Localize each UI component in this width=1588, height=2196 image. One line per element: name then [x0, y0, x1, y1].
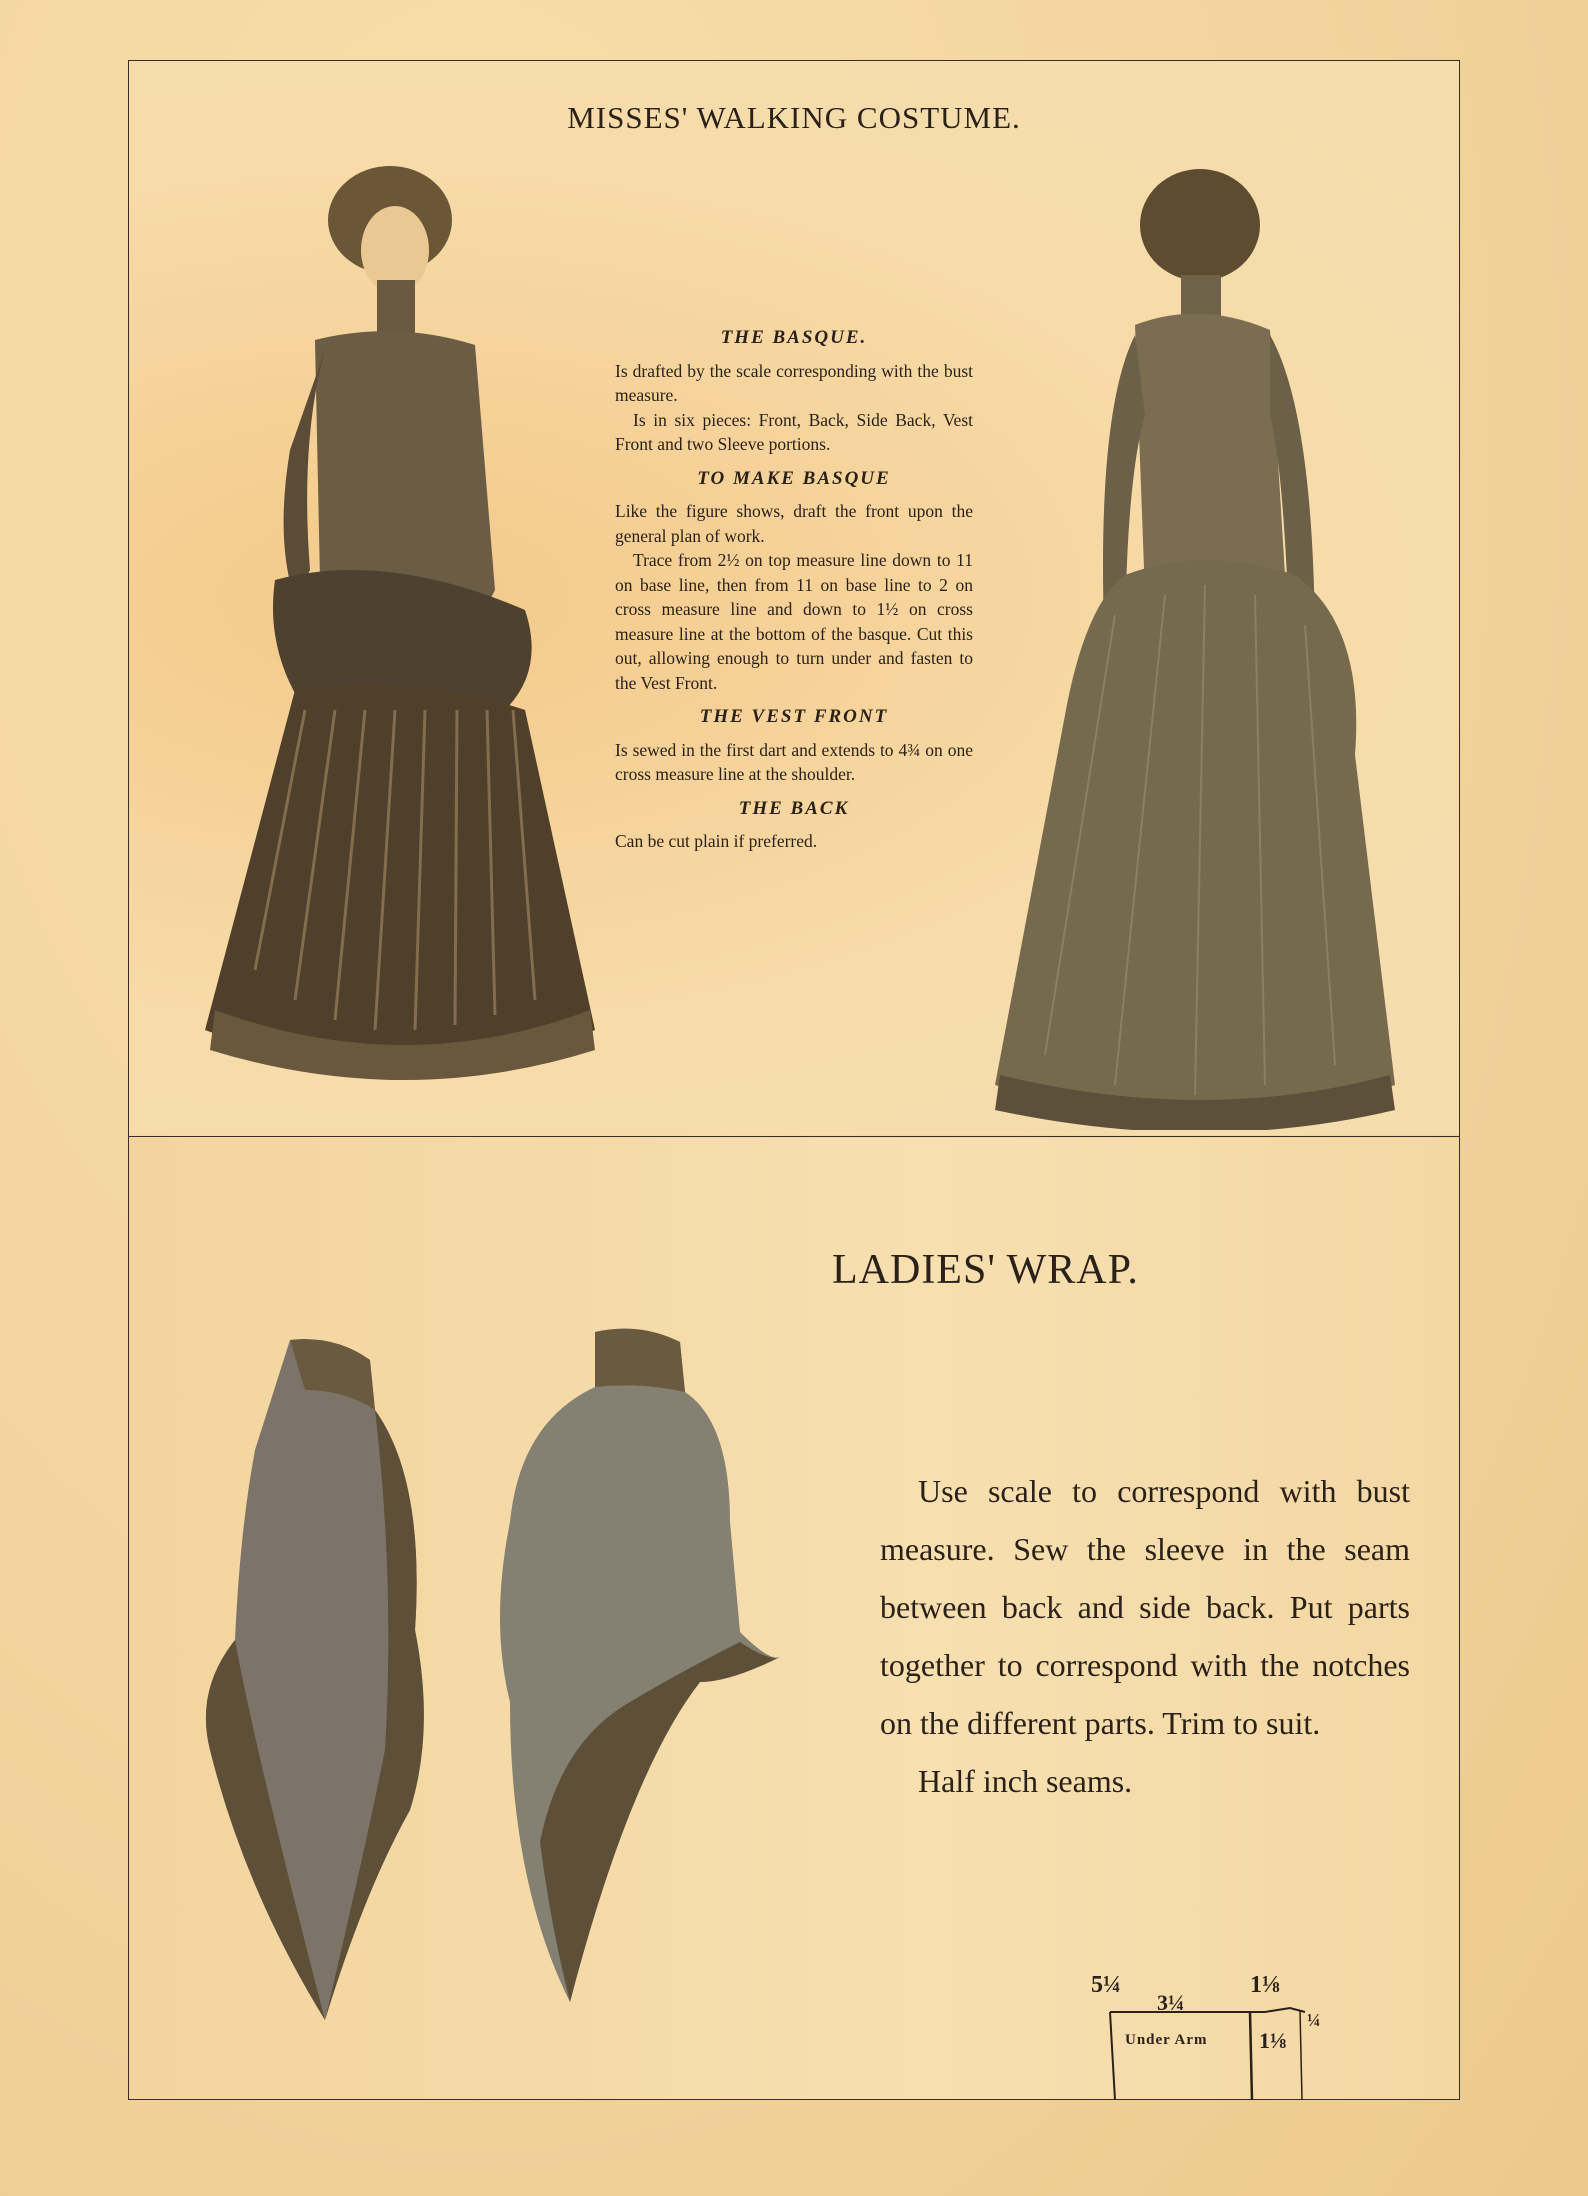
basque-instructions-column — [615, 326, 973, 864]
section-heading-to-make-basque: TO MAKE BASQUE — [697, 467, 891, 489]
basque-para-1: Is drafted by the scale corresponding with the bust measure. — [615, 360, 973, 405]
measure-1-4: ¼ — [1307, 2010, 1321, 2030]
make-basque-para-1: Like the figure shows, draft the front upon the general plan of work. — [615, 501, 973, 546]
section-heading-back: THE BACK — [738, 797, 850, 819]
measure-3-1-4: 3¼ — [1157, 1990, 1185, 2015]
make-basque-para-2: Trace from 2½ on top measure line down to 11 on base line, then from 11 on base line to 2 on cross measure line and down to 1½ on cross measure line at the bottom of the basque. Cut this out, allowing enough to turn under and fasten to the Vest Front. — [615, 550, 973, 693]
wrap-para-1: Use scale to correspond with bust measure. Sew the sleeve in the seam between back and side back. Put parts together to correspond with the notches on the different parts. Trim to suit. — [880, 1473, 1410, 1741]
front-view-costume-illustration — [195, 150, 605, 1110]
back-para: Can be cut plain if preferred. — [615, 831, 818, 851]
panel-divider — [128, 1136, 1460, 1137]
back-view-costume-illustration — [985, 155, 1405, 1130]
wrap-para-2: Half inch seams. — [918, 1763, 1133, 1799]
vest-front-para: Is sewed in the first dart and extends to 4¾ on one cross measure line at the shoulder. — [615, 739, 973, 784]
section-heading-vest-front: THE VEST FRONT — [699, 706, 889, 727]
under-arm-pattern-diagram — [1085, 1962, 1365, 2102]
measure-1-1-8-side: 1⅛ — [1259, 2028, 1287, 2053]
ladies-wrap-instructions — [880, 1462, 1410, 1810]
wrap-front-illustration — [195, 1330, 455, 2030]
page-title-misses-walking-costume: MISSES' WALKING COSTUME. — [567, 100, 1021, 135]
basque-para-2: Is in six pieces: Front, Back, Side Back, Vest Front and two Sleeve portions. — [615, 409, 973, 454]
section-title-ladies-wrap: LADIES' WRAP. — [832, 1247, 1139, 1293]
under-arm-label: Under Arm — [1125, 2032, 1208, 2048]
wrap-back-illustration — [480, 1322, 780, 2022]
section-heading-basque: THE BASQUE. — [720, 327, 868, 348]
measure-1-1-8-top: 1⅛ — [1250, 1972, 1280, 1998]
measure-5-1-4: 5¼ — [1091, 1972, 1121, 1998]
